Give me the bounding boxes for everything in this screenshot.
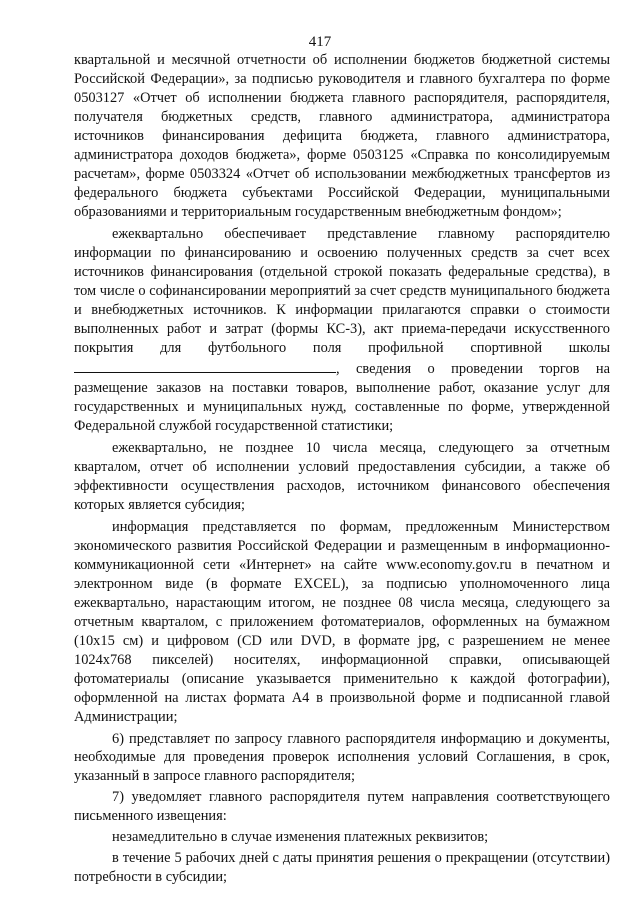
page-number: 417 <box>308 34 332 50</box>
paragraph-quarterly-subsidy-report: ежеквартально, не позднее 10 числа месяца, следующего за отчетным кварталом, отчет об исполнении условий предоставления субсидии, а также об эффективности осуществления расходов, источником финансового обеспечения которых является субсидия; <box>74 440 610 513</box>
paragraph-subsidy-need-termination: в течение 5 рабочих дней с даты принятия решения о прекращении (отсутствии) потребности в субсидии; <box>74 850 610 885</box>
paragraph-quarterly-financing-info <box>74 225 610 436</box>
paragraph-text: , сведения о проведении торгов на размещение заказов на поставки товаров, выполнение работ, оказание услуг для государственных и муниципальных нужд, составленные по форме, утвержденной Федеральной службой государственной статистики; <box>74 361 610 434</box>
paragraph-reporting-forms: квартальной и месячной отчетности об исполнении бюджетов бюджетной системы Российской Федерации», за подписью руководителя и главного бухгалтера по форме 0503127 «Отчет об исполнении бюджета главного распорядителя, распорядителя, получателя бюджетных средств, главного администратора, администратора источников финансирования дефицита бюджета, главного администратора, администратора доходов бюджета», форме 0503125 «Справка по консолидируемым расчетам», форме 0503324 «Отчет об использовании межбюджетных трансфертов из федерального бюджета субъектами Российской Федерации, муниципальными образованиями и территориальным государственным внебюджетным фондом»; <box>74 52 610 220</box>
paragraph-item-6: 6) представляет по запросу главного распорядителя информацию и документы, необходимые для проведения проверок исполнения условий Соглашения, в срок, указанный в запросе главного распорядителя; <box>74 731 610 784</box>
document-body <box>74 51 610 886</box>
blank-fill-line <box>74 358 336 373</box>
paragraph-text: ежеквартально обеспечивает представление главному распорядителю информации по финансированию и освоению полученных средств за счет всех источников финансирования (отдельной строкой показать федеральные средства), в том числе о софинансировании мероприятий за счет средств муниципального бюджета и внебюджетных источников. К информации прилагаются справки о стоимости выполненных работ и затрат (формы КС-3), акт приема-передачи искусственного покрытия для футбольного поля профильной спортивной школы <box>74 226 610 356</box>
paragraph-payment-details-change: незамедлительно в случае изменения платежных реквизитов; <box>112 829 489 846</box>
paragraph-item-7: 7) уведомляет главного распорядителя путем направления соответствующего письменного извещения: <box>74 789 610 824</box>
paragraph-information-forms: информация представляется по формам, предложенным Министерством экономического развития Российской Федерации и размещенным в информационно-коммуникационной сети «Интернет» на сайте www.economy.gov.ru в печатном и электронном виде (в формате EXCEL), за подписью уполномоченного лица ежеквартально, нарастающим итогом, не позднее 08 числа месяца, следующего за отчетным кварталом, с приложением фотоматериалов, оформленных на бумажном (10х15 см) и цифровом (CD или DVD, в формате jpg, с разрешением не менее 1024х768 пикселей) носителях, информационной справки, описывающей фотоматериалы (описание указывается применительно к каждой фотографии), оформленной на листах формата А4 в произвольной форме и подписанной главой Администрации; <box>74 519 610 725</box>
